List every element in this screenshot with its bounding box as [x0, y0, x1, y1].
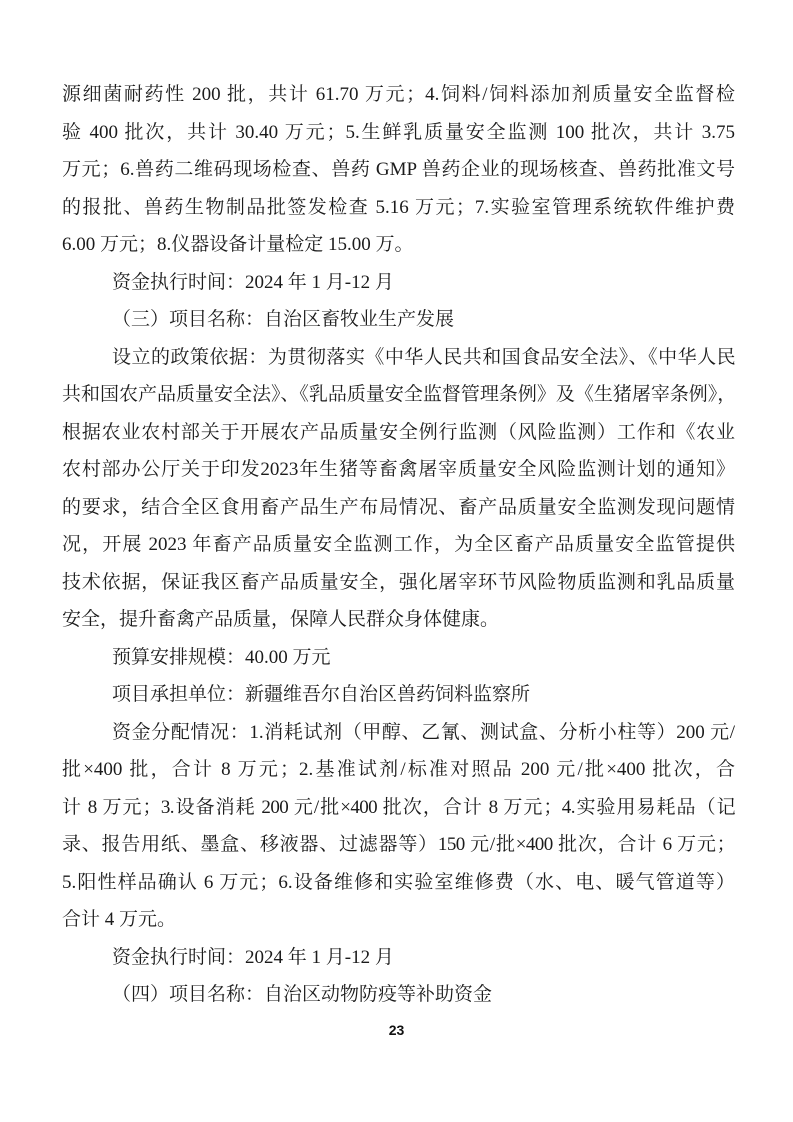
- text-line: 计 8 万元；3.设备消耗 200 元/批×400 批次，合计 8 万元；4.实验用易耗品（记: [62, 796, 735, 818]
- text-line-fund-execution-period: 资金执行时间：2024 年 1 月-12 月: [112, 271, 394, 293]
- text-line: 6.00 万元；8.仪器设备计量检定 15.00 万。: [62, 234, 414, 255]
- text-line: 验 400 批次，共计 30.40 万元；5.生鲜乳质量安全监测 100 批次，共计 3.75: [62, 121, 735, 143]
- text-line: 万元；6.兽药二维码现场检查、兽药 GMP 兽药企业的现场核查、兽药批准文号: [62, 159, 735, 180]
- text-line: 根据农业农村部关于开展农产品质量安全例行监测（风险监测）工作和《农业: [62, 421, 735, 443]
- text-line-project-3-title: （三）项目名称：自治区畜牧业生产发展: [112, 309, 455, 330]
- text-line: 农村部办公厅关于印发2023年生猪等畜禽屠宰质量安全风险监测计划的通知》: [62, 459, 735, 480]
- text-line: 5.阳性样品确认 6 万元；6.设备维修和实验室维修费（水、电、暖气管道等）: [62, 871, 735, 893]
- text-line: 批×400 批，合计 8 万元；2.基准试剂/标准对照品 200 元/批×400 批次，合: [62, 759, 735, 780]
- text-line: 录、报告用纸、墨盒、移液器、过滤器等）150 元/批×400 批次，合计 6 万元；: [62, 834, 735, 855]
- text-line-budget-scale: 预算安排规模：40.00 万元: [112, 646, 331, 668]
- text-line: 源细菌耐药性 200 批，共计 61.70 万元；4.饲料/饲料添加剂质量安全监督检: [62, 84, 735, 105]
- text-line: 的要求，结合全区食用畜产品生产布局情况、畜产品质量安全监测发现问题情: [62, 496, 735, 518]
- text-line: 安全，提升畜禽产品质量，保障人民群众身体健康。: [62, 609, 500, 630]
- text-line: 的报批、兽药生物制品批签发检查 5.16 万元；7.实验室管理系统软件维护费: [62, 196, 735, 218]
- text-line-fund-allocation: 资金分配情况：1.消耗试剂（甲醇、乙氰、测试盒、分析小柱等）200 元/: [112, 721, 735, 743]
- page-number: 23: [388, 1022, 405, 1038]
- text-line: 合计 4 万元。: [62, 909, 177, 930]
- text-line: 况，开展 2023 年畜产品质量安全监测工作，为全区畜产品质量安全监管提供: [62, 534, 735, 555]
- text-line-fund-execution-period: 资金执行时间：2024 年 1 月-12 月: [112, 946, 394, 968]
- text-line-project-4-title: （四）项目名称：自治区动物防疫等补助资金: [112, 984, 493, 1005]
- text-line: 设立的政策依据：为贯彻落实《中华人民共和国食品安全法》、《中华人民: [112, 346, 735, 368]
- text-line: 共和国农产品质量安全法》、《乳品质量安全监督管理条例》及《生猪屠宰条例》，: [62, 384, 735, 405]
- text-line-undertaking-unit: 项目承担单位：新疆维吾尔自治区兽药饲料监察所: [112, 684, 531, 705]
- document-body-text: [62, 76, 735, 1014]
- text-line: 技术依据，保证我区畜产品质量安全，强化屠宰环节风险物质监测和乳品质量: [62, 571, 735, 593]
